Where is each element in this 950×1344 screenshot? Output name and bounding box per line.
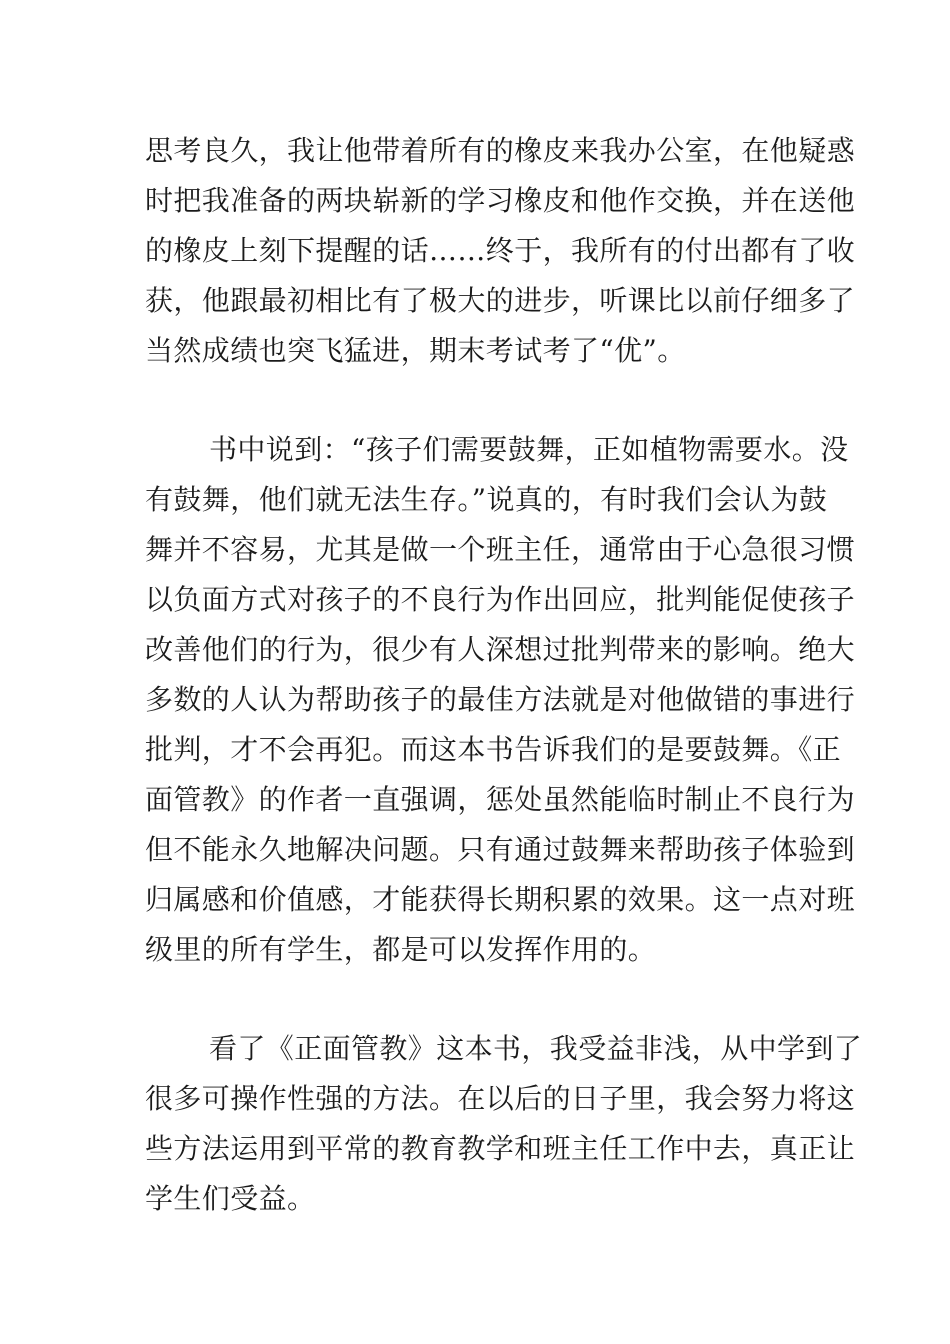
paragraph-1-line-1: 思考良久，我让他带着所有的橡皮来我办公室，在他疑惑 bbox=[145, 134, 856, 167]
paragraph-2-line-8: 面管教》的作者一直强调，惩处虽然能临时制止不良行为 bbox=[145, 783, 856, 816]
paragraph-2-line-2: 有鼓舞，他们就无法生存。”说真的，有时我们会认为鼓 bbox=[145, 483, 828, 516]
paragraph-3-line-4: 学生们受益。 bbox=[145, 1182, 316, 1215]
paragraph-1-line-5: 当然成绩也突飞猛进，期末考试考了“优”。 bbox=[145, 334, 686, 367]
paragraph-2-line-7: 批判，才不会再犯。而这本书告诉我们的是要鼓舞。《正 bbox=[145, 733, 842, 766]
paragraph-2-line-3: 舞并不容易，尤其是做一个班主任，通常由于心急很习惯 bbox=[145, 533, 856, 566]
paragraph-1-line-2: 时把我准备的两块崭新的学习橡皮和他作交换，并在送他 bbox=[145, 184, 856, 217]
paragraph-2-line-11: 级里的所有学生，都是可以发挥作用的。 bbox=[145, 933, 657, 966]
paragraph-2-line-9: 但不能永久地解决问题。只有通过鼓舞来帮助孩子体验到 bbox=[145, 833, 856, 866]
paragraph-2-line-10: 归属感和价值感，才能获得长期积累的效果。这一点对班 bbox=[145, 883, 856, 916]
paragraph-2-line-5: 改善他们的行为，很少有人深想过批判带来的影响。绝大 bbox=[145, 633, 856, 666]
paragraph-3-line-3: 些方法运用到平常的教育教学和班主任工作中去，真正让 bbox=[145, 1132, 856, 1165]
paragraph-2-line-1: 书中说到：“孩子们需要鼓舞，正如植物需要水。没 bbox=[209, 433, 849, 466]
paragraph-3-line-1: 看了《正面管教》这本书，我受益非浅，从中学到了 bbox=[209, 1032, 863, 1065]
paragraph-2-line-6: 多数的人认为帮助孩子的最佳方法就是对他做错的事进行 bbox=[145, 683, 856, 716]
paragraph-2-line-4: 以负面方式对孩子的不良行为作出回应，批判能促使孩子 bbox=[145, 583, 856, 616]
paragraph-1-line-3: 的橡皮上刻下提醒的话……终于，我所有的付出都有了收 bbox=[145, 234, 856, 267]
paragraph-1-line-4: 获，他跟最初相比有了极大的进步，听课比以前仔细多了 bbox=[145, 284, 856, 317]
paragraph-3-line-2: 很多可操作性强的方法。在以后的日子里，我会努力将这 bbox=[145, 1082, 856, 1115]
